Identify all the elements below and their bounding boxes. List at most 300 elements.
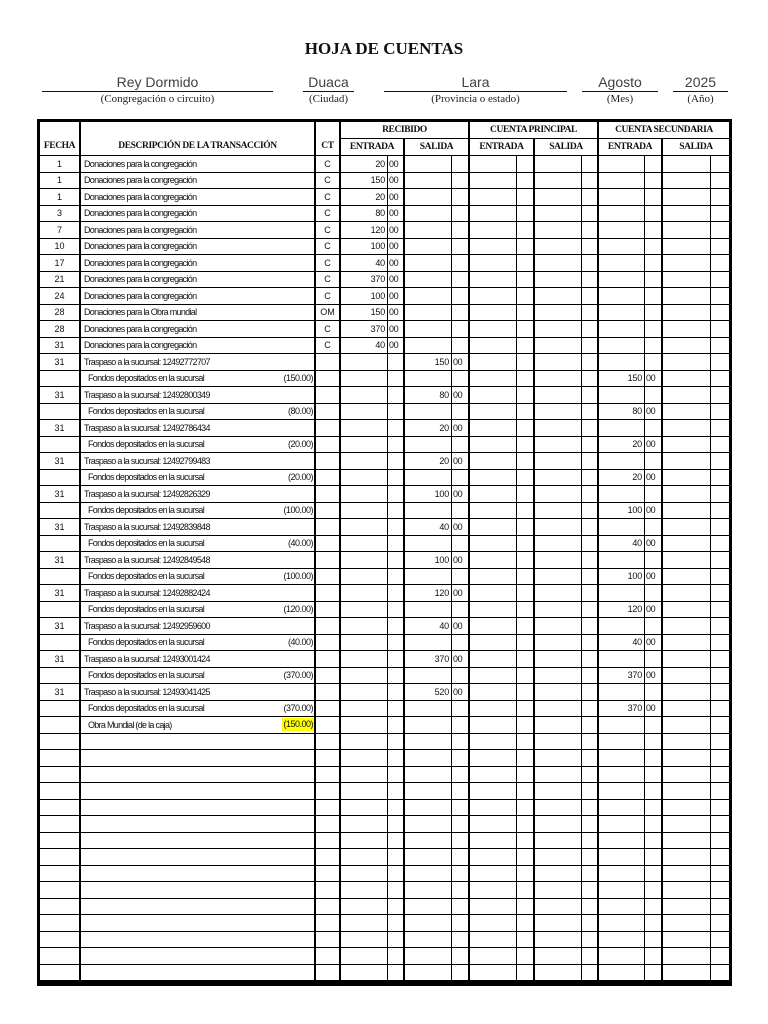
principal-salida-amount-cell[interactable] <box>535 255 582 272</box>
recibido-entrada-cents-cell[interactable] <box>388 552 405 569</box>
principal-entrada-cents-cell[interactable] <box>517 206 535 223</box>
secundaria-salida-amount-cell[interactable] <box>663 239 711 256</box>
ct-cell[interactable] <box>316 717 341 734</box>
principal-salida-cents-cell[interactable] <box>582 387 599 404</box>
description-cell[interactable] <box>81 651 316 668</box>
secundaria-salida-cents-cell[interactable] <box>711 371 729 388</box>
secundaria-salida-cents-cell[interactable] <box>711 965 729 982</box>
recibido-entrada-cents-cell[interactable] <box>388 371 405 388</box>
principal-entrada-cents-cell[interactable] <box>517 915 535 932</box>
recibido-salida-amount-cell[interactable]: 40 <box>405 519 452 536</box>
principal-entrada-amount-cell[interactable] <box>470 618 517 635</box>
principal-entrada-cents-cell[interactable] <box>517 899 535 916</box>
recibido-entrada-cents-cell[interactable] <box>388 420 405 437</box>
principal-salida-cents-cell[interactable] <box>582 338 599 355</box>
principal-entrada-cents-cell[interactable] <box>517 404 535 421</box>
ct-cell[interactable] <box>316 684 341 701</box>
recibido-salida-cents-cell[interactable] <box>452 338 470 355</box>
recibido-entrada-cents-cell[interactable] <box>388 536 405 553</box>
principal-entrada-amount-cell[interactable] <box>470 239 517 256</box>
secundaria-entrada-amount-cell[interactable] <box>599 899 645 916</box>
city-value[interactable]: Duaca <box>303 73 354 92</box>
description-cell[interactable] <box>81 948 316 965</box>
recibido-entrada-amount-cell[interactable] <box>341 453 388 470</box>
principal-salida-cents-cell[interactable] <box>582 783 599 800</box>
recibido-entrada-cents-cell[interactable] <box>388 651 405 668</box>
principal-salida-cents-cell[interactable] <box>582 173 599 190</box>
description-cell[interactable] <box>81 750 316 767</box>
secundaria-salida-cents-cell[interactable] <box>711 453 729 470</box>
principal-entrada-cents-cell[interactable] <box>517 800 535 817</box>
description-cell[interactable] <box>81 668 316 685</box>
date-cell[interactable] <box>40 783 81 800</box>
recibido-salida-cents-cell[interactable] <box>452 189 470 206</box>
principal-salida-cents-cell[interactable] <box>582 371 599 388</box>
principal-entrada-amount-cell[interactable] <box>470 915 517 932</box>
description-cell[interactable] <box>81 272 316 289</box>
recibido-entrada-amount-cell[interactable] <box>341 371 388 388</box>
principal-entrada-cents-cell[interactable] <box>517 734 535 751</box>
principal-entrada-amount-cell[interactable] <box>470 453 517 470</box>
description-cell[interactable] <box>81 486 316 503</box>
secundaria-salida-cents-cell[interactable] <box>711 915 729 932</box>
description-cell[interactable] <box>81 767 316 784</box>
principal-salida-cents-cell[interactable] <box>582 470 599 487</box>
recibido-entrada-amount-cell[interactable] <box>341 783 388 800</box>
secundaria-entrada-cents-cell[interactable] <box>645 272 663 289</box>
recibido-salida-amount-cell[interactable] <box>405 734 452 751</box>
secundaria-entrada-cents-cell[interactable] <box>645 552 663 569</box>
recibido-salida-cents-cell[interactable] <box>452 899 470 916</box>
secundaria-salida-amount-cell[interactable] <box>663 321 711 338</box>
secundaria-entrada-amount-cell[interactable] <box>599 354 645 371</box>
secundaria-salida-amount-cell[interactable] <box>663 602 711 619</box>
description-cell[interactable] <box>81 965 316 982</box>
description-cell[interactable] <box>81 899 316 916</box>
recibido-entrada-amount-cell[interactable] <box>341 503 388 520</box>
description-cell[interactable] <box>81 717 316 734</box>
secundaria-entrada-amount-cell[interactable] <box>599 156 645 173</box>
principal-entrada-amount-cell[interactable] <box>470 288 517 305</box>
secundaria-entrada-amount-cell[interactable] <box>599 618 645 635</box>
secundaria-entrada-cents-cell[interactable] <box>645 387 663 404</box>
date-cell[interactable]: 31 <box>40 585 81 602</box>
principal-salida-amount-cell[interactable] <box>535 767 582 784</box>
date-cell[interactable] <box>40 965 81 982</box>
principal-salida-amount-cell[interactable] <box>535 222 582 239</box>
recibido-entrada-amount-cell[interactable]: 80 <box>341 206 388 223</box>
principal-entrada-cents-cell[interactable] <box>517 387 535 404</box>
recibido-entrada-amount-cell[interactable] <box>341 684 388 701</box>
recibido-entrada-amount-cell[interactable] <box>341 470 388 487</box>
recibido-entrada-cents-cell[interactable]: 00 <box>388 288 405 305</box>
secundaria-salida-cents-cell[interactable] <box>711 734 729 751</box>
principal-salida-amount-cell[interactable] <box>535 189 582 206</box>
recibido-salida-amount-cell[interactable] <box>405 371 452 388</box>
description-cell[interactable] <box>81 932 316 949</box>
principal-entrada-amount-cell[interactable] <box>470 882 517 899</box>
principal-salida-amount-cell[interactable] <box>535 965 582 982</box>
secundaria-salida-amount-cell[interactable] <box>663 618 711 635</box>
secundaria-entrada-cents-cell[interactable]: 00 <box>645 635 663 652</box>
recibido-entrada-amount-cell[interactable]: 100 <box>341 239 388 256</box>
principal-salida-cents-cell[interactable] <box>582 354 599 371</box>
recibido-entrada-amount-cell[interactable] <box>341 701 388 718</box>
recibido-salida-amount-cell[interactable] <box>405 965 452 982</box>
recibido-entrada-amount-cell[interactable] <box>341 948 388 965</box>
secundaria-entrada-amount-cell[interactable]: 100 <box>599 569 645 586</box>
date-cell[interactable] <box>40 668 81 685</box>
date-cell[interactable] <box>40 816 81 833</box>
principal-salida-amount-cell[interactable] <box>535 701 582 718</box>
recibido-salida-amount-cell[interactable] <box>405 833 452 850</box>
recibido-salida-amount-cell[interactable]: 100 <box>405 486 452 503</box>
secundaria-entrada-cents-cell[interactable] <box>645 965 663 982</box>
date-cell[interactable] <box>40 849 81 866</box>
secundaria-salida-amount-cell[interactable] <box>663 767 711 784</box>
principal-salida-cents-cell[interactable] <box>582 932 599 949</box>
secundaria-entrada-amount-cell[interactable] <box>599 767 645 784</box>
principal-entrada-amount-cell[interactable] <box>470 651 517 668</box>
principal-salida-amount-cell[interactable] <box>535 156 582 173</box>
principal-entrada-amount-cell[interactable] <box>470 272 517 289</box>
principal-salida-cents-cell[interactable] <box>582 866 599 883</box>
recibido-salida-amount-cell[interactable] <box>405 222 452 239</box>
recibido-entrada-cents-cell[interactable] <box>388 849 405 866</box>
recibido-salida-cents-cell[interactable] <box>452 503 470 520</box>
principal-entrada-cents-cell[interactable] <box>517 503 535 520</box>
secundaria-salida-amount-cell[interactable] <box>663 206 711 223</box>
principal-salida-cents-cell[interactable] <box>582 882 599 899</box>
principal-salida-cents-cell[interactable] <box>582 618 599 635</box>
secundaria-entrada-cents-cell[interactable] <box>645 734 663 751</box>
principal-salida-amount-cell[interactable] <box>535 651 582 668</box>
recibido-salida-amount-cell[interactable] <box>405 899 452 916</box>
description-cell[interactable] <box>81 635 316 652</box>
principal-entrada-cents-cell[interactable] <box>517 569 535 586</box>
recibido-entrada-cents-cell[interactable]: 00 <box>388 206 405 223</box>
principal-entrada-cents-cell[interactable] <box>517 948 535 965</box>
ct-cell[interactable] <box>316 536 341 553</box>
date-cell[interactable]: 21 <box>40 272 81 289</box>
recibido-entrada-amount-cell[interactable] <box>341 833 388 850</box>
secundaria-salida-cents-cell[interactable] <box>711 882 729 899</box>
secundaria-salida-cents-cell[interactable] <box>711 833 729 850</box>
secundaria-salida-amount-cell[interactable] <box>663 156 711 173</box>
principal-salida-cents-cell[interactable] <box>582 552 599 569</box>
recibido-entrada-amount-cell[interactable] <box>341 354 388 371</box>
secundaria-salida-amount-cell[interactable] <box>663 486 711 503</box>
principal-entrada-cents-cell[interactable] <box>517 717 535 734</box>
ct-cell[interactable] <box>316 569 341 586</box>
recibido-entrada-amount-cell[interactable] <box>341 767 388 784</box>
recibido-entrada-cents-cell[interactable] <box>388 734 405 751</box>
recibido-salida-amount-cell[interactable] <box>405 288 452 305</box>
principal-entrada-cents-cell[interactable] <box>517 684 535 701</box>
principal-entrada-amount-cell[interactable] <box>470 519 517 536</box>
description-cell[interactable] <box>81 701 316 718</box>
recibido-entrada-cents-cell[interactable]: 00 <box>388 189 405 206</box>
date-cell[interactable]: 28 <box>40 305 81 322</box>
recibido-salida-amount-cell[interactable]: 20 <box>405 420 452 437</box>
principal-salida-amount-cell[interactable] <box>535 569 582 586</box>
principal-salida-amount-cell[interactable] <box>535 470 582 487</box>
secundaria-entrada-cents-cell[interactable] <box>645 420 663 437</box>
date-cell[interactable] <box>40 536 81 553</box>
secundaria-entrada-cents-cell[interactable]: 00 <box>645 371 663 388</box>
principal-entrada-cents-cell[interactable] <box>517 288 535 305</box>
principal-entrada-amount-cell[interactable] <box>470 899 517 916</box>
secundaria-salida-cents-cell[interactable] <box>711 800 729 817</box>
recibido-entrada-amount-cell[interactable] <box>341 866 388 883</box>
secundaria-entrada-amount-cell[interactable]: 40 <box>599 536 645 553</box>
recibido-salida-cents-cell[interactable] <box>452 536 470 553</box>
recibido-entrada-cents-cell[interactable] <box>388 585 405 602</box>
secundaria-salida-amount-cell[interactable] <box>663 783 711 800</box>
secundaria-salida-amount-cell[interactable] <box>663 420 711 437</box>
ct-cell[interactable]: OM <box>316 305 341 322</box>
recibido-salida-cents-cell[interactable] <box>452 701 470 718</box>
recibido-salida-amount-cell[interactable] <box>405 239 452 256</box>
recibido-entrada-amount-cell[interactable]: 100 <box>341 288 388 305</box>
secundaria-entrada-amount-cell[interactable] <box>599 750 645 767</box>
recibido-salida-cents-cell[interactable] <box>452 849 470 866</box>
secundaria-entrada-amount-cell[interactable] <box>599 206 645 223</box>
recibido-salida-cents-cell[interactable] <box>452 668 470 685</box>
secundaria-entrada-amount-cell[interactable] <box>599 222 645 239</box>
secundaria-entrada-amount-cell[interactable] <box>599 816 645 833</box>
description-cell[interactable] <box>81 189 316 206</box>
recibido-entrada-cents-cell[interactable] <box>388 684 405 701</box>
date-cell[interactable] <box>40 948 81 965</box>
recibido-entrada-amount-cell[interactable] <box>341 552 388 569</box>
principal-entrada-amount-cell[interactable] <box>470 750 517 767</box>
ct-cell[interactable] <box>316 404 341 421</box>
secundaria-entrada-amount-cell[interactable] <box>599 288 645 305</box>
principal-salida-amount-cell[interactable] <box>535 321 582 338</box>
recibido-entrada-amount-cell[interactable] <box>341 750 388 767</box>
recibido-entrada-cents-cell[interactable] <box>388 701 405 718</box>
recibido-salida-amount-cell[interactable] <box>405 189 452 206</box>
recibido-salida-amount-cell[interactable] <box>405 404 452 421</box>
secundaria-salida-cents-cell[interactable] <box>711 536 729 553</box>
secundaria-entrada-cents-cell[interactable] <box>645 189 663 206</box>
recibido-entrada-cents-cell[interactable] <box>388 965 405 982</box>
principal-entrada-cents-cell[interactable] <box>517 536 535 553</box>
recibido-entrada-amount-cell[interactable] <box>341 651 388 668</box>
secundaria-entrada-cents-cell[interactable] <box>645 651 663 668</box>
ct-cell[interactable] <box>316 932 341 949</box>
secundaria-salida-cents-cell[interactable] <box>711 272 729 289</box>
description-cell[interactable] <box>81 420 316 437</box>
recibido-salida-cents-cell[interactable] <box>452 816 470 833</box>
principal-salida-amount-cell[interactable] <box>535 503 582 520</box>
secundaria-entrada-cents-cell[interactable] <box>645 915 663 932</box>
description-cell[interactable] <box>81 585 316 602</box>
ct-cell[interactable] <box>316 668 341 685</box>
ct-cell[interactable] <box>316 635 341 652</box>
recibido-entrada-cents-cell[interactable] <box>388 948 405 965</box>
ct-cell[interactable]: C <box>316 288 341 305</box>
secundaria-entrada-cents-cell[interactable] <box>645 338 663 355</box>
principal-entrada-amount-cell[interactable] <box>470 222 517 239</box>
recibido-entrada-cents-cell[interactable] <box>388 882 405 899</box>
recibido-entrada-cents-cell[interactable]: 00 <box>388 338 405 355</box>
principal-salida-amount-cell[interactable] <box>535 354 582 371</box>
description-cell[interactable] <box>81 915 316 932</box>
principal-salida-amount-cell[interactable] <box>535 668 582 685</box>
principal-salida-cents-cell[interactable] <box>582 404 599 421</box>
recibido-entrada-amount-cell[interactable] <box>341 816 388 833</box>
secundaria-entrada-cents-cell[interactable]: 00 <box>645 602 663 619</box>
description-cell[interactable] <box>81 404 316 421</box>
principal-entrada-cents-cell[interactable] <box>517 156 535 173</box>
description-cell[interactable] <box>81 536 316 553</box>
secundaria-entrada-amount-cell[interactable]: 20 <box>599 470 645 487</box>
secundaria-salida-amount-cell[interactable] <box>663 750 711 767</box>
recibido-salida-amount-cell[interactable] <box>405 305 452 322</box>
secundaria-salida-cents-cell[interactable] <box>711 750 729 767</box>
recibido-salida-cents-cell[interactable] <box>452 915 470 932</box>
principal-entrada-amount-cell[interactable] <box>470 387 517 404</box>
principal-salida-cents-cell[interactable] <box>582 899 599 916</box>
recibido-salida-cents-cell[interactable] <box>452 569 470 586</box>
secundaria-salida-amount-cell[interactable] <box>663 816 711 833</box>
secundaria-entrada-amount-cell[interactable] <box>599 255 645 272</box>
date-cell[interactable] <box>40 503 81 520</box>
secundaria-salida-amount-cell[interactable] <box>663 354 711 371</box>
recibido-salida-cents-cell[interactable]: 00 <box>452 354 470 371</box>
recibido-entrada-cents-cell[interactable]: 00 <box>388 321 405 338</box>
date-cell[interactable] <box>40 602 81 619</box>
ct-cell[interactable]: C <box>316 206 341 223</box>
recibido-salida-cents-cell[interactable] <box>452 965 470 982</box>
secundaria-entrada-amount-cell[interactable] <box>599 866 645 883</box>
recibido-salida-cents-cell[interactable] <box>452 882 470 899</box>
principal-entrada-amount-cell[interactable] <box>470 635 517 652</box>
recibido-entrada-cents-cell[interactable] <box>388 816 405 833</box>
secundaria-entrada-amount-cell[interactable] <box>599 486 645 503</box>
principal-entrada-cents-cell[interactable] <box>517 849 535 866</box>
principal-salida-cents-cell[interactable] <box>582 602 599 619</box>
secundaria-salida-cents-cell[interactable] <box>711 206 729 223</box>
principal-entrada-amount-cell[interactable] <box>470 585 517 602</box>
secundaria-salida-amount-cell[interactable] <box>663 503 711 520</box>
ct-cell[interactable] <box>316 767 341 784</box>
principal-entrada-cents-cell[interactable] <box>517 354 535 371</box>
principal-entrada-amount-cell[interactable] <box>470 783 517 800</box>
principal-salida-cents-cell[interactable] <box>582 536 599 553</box>
date-cell[interactable] <box>40 569 81 586</box>
recibido-salida-cents-cell[interactable]: 00 <box>452 618 470 635</box>
secundaria-salida-cents-cell[interactable] <box>711 338 729 355</box>
date-cell[interactable] <box>40 701 81 718</box>
description-cell[interactable] <box>81 173 316 190</box>
principal-entrada-cents-cell[interactable] <box>517 602 535 619</box>
ct-cell[interactable] <box>316 750 341 767</box>
recibido-salida-amount-cell[interactable] <box>405 156 452 173</box>
ct-cell[interactable] <box>316 651 341 668</box>
secundaria-salida-cents-cell[interactable] <box>711 618 729 635</box>
principal-entrada-cents-cell[interactable] <box>517 932 535 949</box>
secundaria-entrada-amount-cell[interactable] <box>599 915 645 932</box>
date-cell[interactable]: 31 <box>40 387 81 404</box>
recibido-salida-cents-cell[interactable] <box>452 371 470 388</box>
secundaria-salida-cents-cell[interactable] <box>711 437 729 454</box>
date-cell[interactable] <box>40 767 81 784</box>
secundaria-salida-amount-cell[interactable] <box>663 965 711 982</box>
principal-salida-cents-cell[interactable] <box>582 668 599 685</box>
ct-cell[interactable]: C <box>316 338 341 355</box>
recibido-salida-cents-cell[interactable] <box>452 932 470 949</box>
secundaria-entrada-cents-cell[interactable] <box>645 882 663 899</box>
principal-entrada-cents-cell[interactable] <box>517 486 535 503</box>
ct-cell[interactable] <box>316 585 341 602</box>
principal-entrada-cents-cell[interactable] <box>517 833 535 850</box>
principal-salida-amount-cell[interactable] <box>535 272 582 289</box>
principal-salida-cents-cell[interactable] <box>582 948 599 965</box>
description-cell[interactable] <box>81 437 316 454</box>
recibido-salida-amount-cell[interactable] <box>405 915 452 932</box>
ct-cell[interactable] <box>316 800 341 817</box>
ct-cell[interactable] <box>316 965 341 982</box>
principal-salida-amount-cell[interactable] <box>535 948 582 965</box>
recibido-salida-cents-cell[interactable] <box>452 833 470 850</box>
principal-entrada-cents-cell[interactable] <box>517 701 535 718</box>
principal-entrada-cents-cell[interactable] <box>517 651 535 668</box>
principal-entrada-amount-cell[interactable] <box>470 206 517 223</box>
date-cell[interactable]: 1 <box>40 189 81 206</box>
principal-entrada-amount-cell[interactable] <box>470 552 517 569</box>
date-cell[interactable]: 1 <box>40 156 81 173</box>
secundaria-entrada-amount-cell[interactable] <box>599 948 645 965</box>
secundaria-entrada-amount-cell[interactable] <box>599 783 645 800</box>
date-cell[interactable] <box>40 734 81 751</box>
secundaria-entrada-cents-cell[interactable] <box>645 173 663 190</box>
recibido-salida-amount-cell[interactable] <box>405 948 452 965</box>
description-cell[interactable] <box>81 354 316 371</box>
recibido-entrada-amount-cell[interactable] <box>341 915 388 932</box>
principal-salida-cents-cell[interactable] <box>582 849 599 866</box>
secundaria-salida-cents-cell[interactable] <box>711 222 729 239</box>
principal-entrada-cents-cell[interactable] <box>517 816 535 833</box>
secundaria-salida-amount-cell[interactable] <box>663 585 711 602</box>
date-cell[interactable] <box>40 717 81 734</box>
secundaria-salida-amount-cell[interactable] <box>663 470 711 487</box>
principal-salida-cents-cell[interactable] <box>582 222 599 239</box>
principal-entrada-cents-cell[interactable] <box>517 767 535 784</box>
secundaria-entrada-cents-cell[interactable]: 00 <box>645 569 663 586</box>
recibido-salida-cents-cell[interactable] <box>452 255 470 272</box>
principal-salida-cents-cell[interactable] <box>582 833 599 850</box>
secundaria-entrada-amount-cell[interactable] <box>599 800 645 817</box>
principal-salida-amount-cell[interactable] <box>535 404 582 421</box>
date-cell[interactable]: 31 <box>40 618 81 635</box>
principal-entrada-amount-cell[interactable] <box>470 816 517 833</box>
description-cell[interactable] <box>81 387 316 404</box>
recibido-salida-amount-cell[interactable] <box>405 767 452 784</box>
secundaria-salida-cents-cell[interactable] <box>711 404 729 421</box>
principal-entrada-amount-cell[interactable] <box>470 833 517 850</box>
description-cell[interactable] <box>81 734 316 751</box>
recibido-salida-amount-cell[interactable] <box>405 338 452 355</box>
principal-entrada-cents-cell[interactable] <box>517 173 535 190</box>
principal-entrada-amount-cell[interactable] <box>470 255 517 272</box>
principal-salida-cents-cell[interactable] <box>582 750 599 767</box>
secundaria-salida-amount-cell[interactable] <box>663 222 711 239</box>
principal-entrada-amount-cell[interactable] <box>470 470 517 487</box>
principal-salida-amount-cell[interactable] <box>535 750 582 767</box>
